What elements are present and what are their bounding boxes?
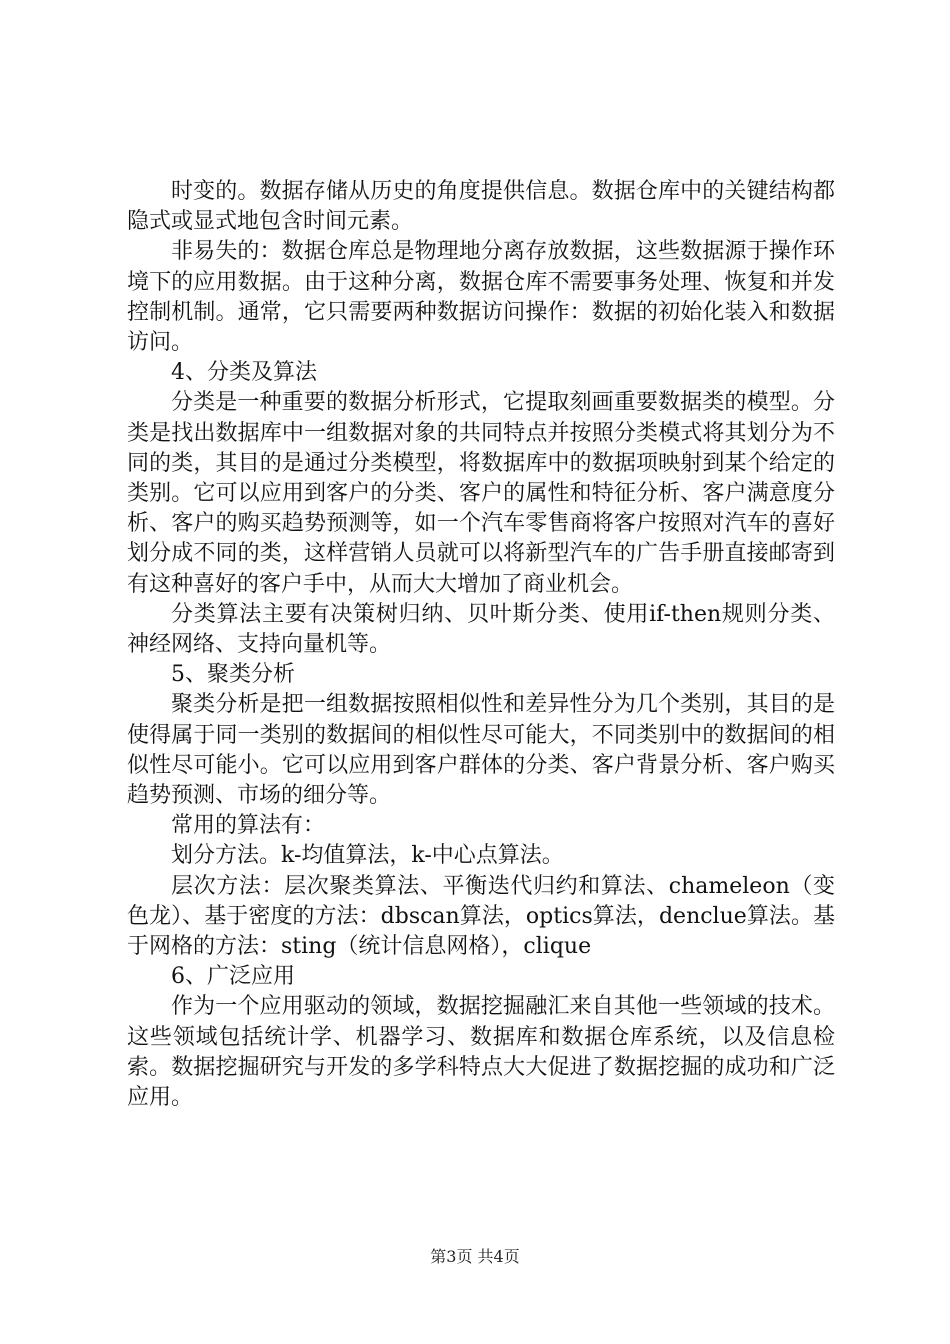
- paragraph-applications: 作为一个应用驱动的领域，数据挖掘融汇来自其他一些领域的技术。这些领域包括统计学、机器学习、数据库和数据仓库系统，以及信息检索。数据挖掘研究与开发的多学科特点大大促进了数据挖掘的成功和广泛应用。: [127, 994, 835, 1111]
- paragraph-hierarchical-methods: 层次方法：层次聚类算法、平衡迭代归约和算法、chameleon（变色龙）、基于密度的方法：dbscan算法，optics算法，denclue算法。基于网格的方法：sting（统计信息网格），clique: [127, 873, 835, 960]
- paragraph-classification: 分类是一种重要的数据分析形式，它提取刻画重要数据类的模型。分类是找出数据库中一组数据对象的共同特点并按照分类模式将其划分为不同的类，其目的是通过分类模型，将数据库中的数据项映射到某个给定的类别。它可以应用到客户的分类、客户的属性和特征分析、客户满意度分析、客户的购买趋势预测等，如一个汽车零售商将客户按照对汽车的喜好划分成不同的类，这样营销人员就可以将新型汽车的广告手册直接邮寄到有这种喜好的客户手中，从而大大增加了商业机会。: [127, 390, 835, 597]
- document-body: [127, 177, 835, 1113]
- page-number-footer: 第3页 共4页: [430, 1247, 520, 1266]
- paragraph-common-algorithms: 常用的算法有：: [171, 813, 326, 839]
- paragraph-time-variant: 时变的。数据存储从历史的角度提供信息。数据仓库中的关键结构都隐式或显式地包含时间元素。: [127, 179, 835, 235]
- section-heading-clustering: 5、聚类分析: [171, 662, 295, 688]
- paragraph-clustering: 聚类分析是把一组数据按照相似性和差异性分为几个类别，其目的是使得属于同一类别的数据间的相似性尽可能大，不同类别中的数据间的相似性尽可能小。它可以应用到客户群体的分类、客户背景分析、客户购买趋势预测、市场的细分等。: [127, 692, 835, 809]
- paragraph-classification-algorithms: 分类算法主要有决策树归纳、贝叶斯分类、使用if-then规则分类、神经网络、支持向量机等。: [127, 601, 835, 658]
- section-heading-applications: 6、广泛应用: [171, 964, 295, 990]
- section-heading-classification: 4、分类及算法: [171, 360, 317, 386]
- paragraph-partition-methods: 划分方法。k-均值算法，k-中心点算法。: [171, 843, 564, 869]
- paragraph-non-volatile: 非易失的：数据仓库总是物理地分离存放数据，这些数据源于操作环境下的应用数据。由于这种分离，数据仓库不需要事务处理、恢复和并发控制机制。通常，它只需要两种数据访问操作：数据的初始化装入和数据访问。: [127, 239, 835, 356]
